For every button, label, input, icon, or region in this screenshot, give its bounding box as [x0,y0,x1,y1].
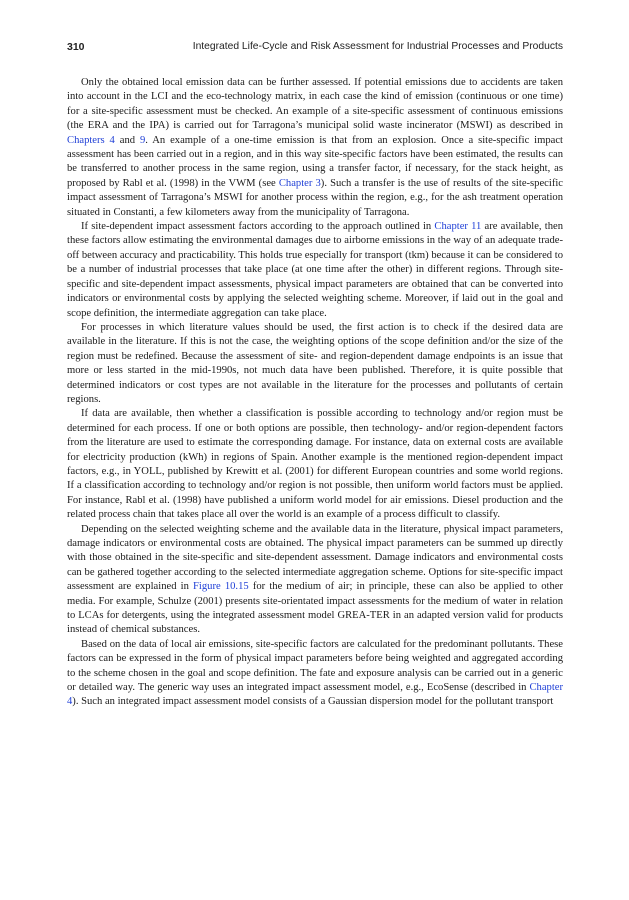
paragraph [67,321,563,407]
paragraph [67,523,563,638]
text: for the medium of air; in principle, these can also be applied to other media. For example, Schulze (2001) presents site-orientated impact assessments for the medium of water in relation to LCAs for detergents, using the integrated assessment model GREA-TER in an adapted version valid for products instead of chemical substances. [67,581,563,636]
body-text [67,76,563,710]
text: Only the obtained local emission data can be further assessed. If potential emissions due to accidents are taken into account in the LCI and the eco-technology matrix, in each case the kind of emission (continuous or one time) for a site-specific assessment must be checked. An example of a site-specific assessment of continuous emissions (the ERA and the IPA) is carried out for Tarragona’s municipal solid waste incinerator (MSWI) as described in [67,77,563,132]
text: Depending on the selected weighting scheme and the available data in the literature, physical impact parameters, damage indicators or environmental costs are obtained. The physical impact parameters can be summed up directly with those obtained in the site-specific and site-dependent assessment. Damage indicators and environmental costs can be gathered together according to the selected intermediate aggregation scheme. Options for site-specific impact assessment are explained in [67,523,563,593]
text: . An example of a one-time emission is that from an explosion. Once a site-specific impact assessment has been carried out in a region, and in this way site-specific factors have been estimated, the results can be transferred to another process in the same region, using a transfer factor, if necessary, for the stack height, as proposed by Rabl et al. (1998) in the VWM (see [67,134,563,189]
text: and [114,134,140,146]
chapter-4-link[interactable]: Chapters 4 [67,134,115,146]
paragraph [67,638,563,710]
chapter-3-link[interactable]: Chapter 3 [278,177,321,189]
paragraph [67,76,563,220]
paragraph [67,407,563,522]
text: are available, then these factors allow estimating the environmental damages due to airborne emissions in the way of an adequate trade-off between accuracy and practicability. This holds true especially for transport (tkm) because it can be considered to be a number of industrial processes that take place (at one time after the other) in different regions. Through site-specific and site-dependent impact assessments, physical impact parameters are obtained that can be converted into indicators or environmental costs by applying the selected weighting scheme. Moreover, if laid out in the goal and scope definition, the intermediate aggregation can take place. [67,221,563,319]
text: For processes in which literature values should be used, the first action is to check if the desired data are available in the literature. If this is not the case, the weighting options of the scope definition and/or the size of the region must be redefined. Because the assessment of site- and region-dependent damage endpoints is an issue that more or less started in the mid-1990s, not much data have been published. Therefore, it is quite possible that determined indicators or cost types are not available in the literature for the processes and pollutants of certain regions. [67,321,563,405]
text: ). Such a transfer is the use of results of the site-specific impact assessment of Tarragona’s MSWI for another process within the region, e.g., for the ash treatment operation situated in Constanti, a few kilometers away from the municipality of Tarragona. [67,177,563,218]
page-header [67,41,563,57]
running-title: Integrated Life-Cycle and Risk Assessment for Industrial Processes and Products [192,41,563,52]
chapter-4-link[interactable]: Chapter 4 [67,682,563,708]
page-number: 310 [67,41,85,53]
chapter-9-link[interactable]: 9 [139,134,146,146]
figure-10-15-link[interactable]: Figure 10.15 [193,581,249,593]
text: If data are available, then whether a classification is possible according to technology and/or region must be determined for each process. If one or both options are possible, then technology- and/or region-dependent factors from the literature are used to estimate the corresponding damage. For instance, data on external costs are available for electricity production (kWh) in regions of Spain. Another example is the mentioned region-dependent impact factors, e.g., in YOLL, published by Krewitt et al. (2001) for different European countries and some world regions. If a classification according to technology and/or region is not possible, then uniform world factors must be applied. For instance, Rabl et al. (1998) have published a uniform world model for air emissions. Diesel production and the related process chain that takes place all over the world is an example of a process difficult to classify. [67,408,563,521]
chapter-11-link[interactable]: Chapter 11 [434,221,482,233]
paragraph [67,220,563,321]
text: ). Such an integrated impact assessment model consists of a Gaussian dispersion model for the pollutant transport [72,696,554,708]
text: Based on the data of local air emissions, site-specific factors are calculated for the predominant pollutants. These factors can be expressed in the form of physical impact parameters before being weighted and aggregated according to the scheme chosen in the goal and scope definition. The fate and exposure analysis can be carried out in a generic or detailed way. The generic way uses an integrated impact assessment model, e.g., EcoSense (described in [67,638,563,694]
text: If site-dependent impact assessment factors according to the approach outlined in [81,221,435,233]
